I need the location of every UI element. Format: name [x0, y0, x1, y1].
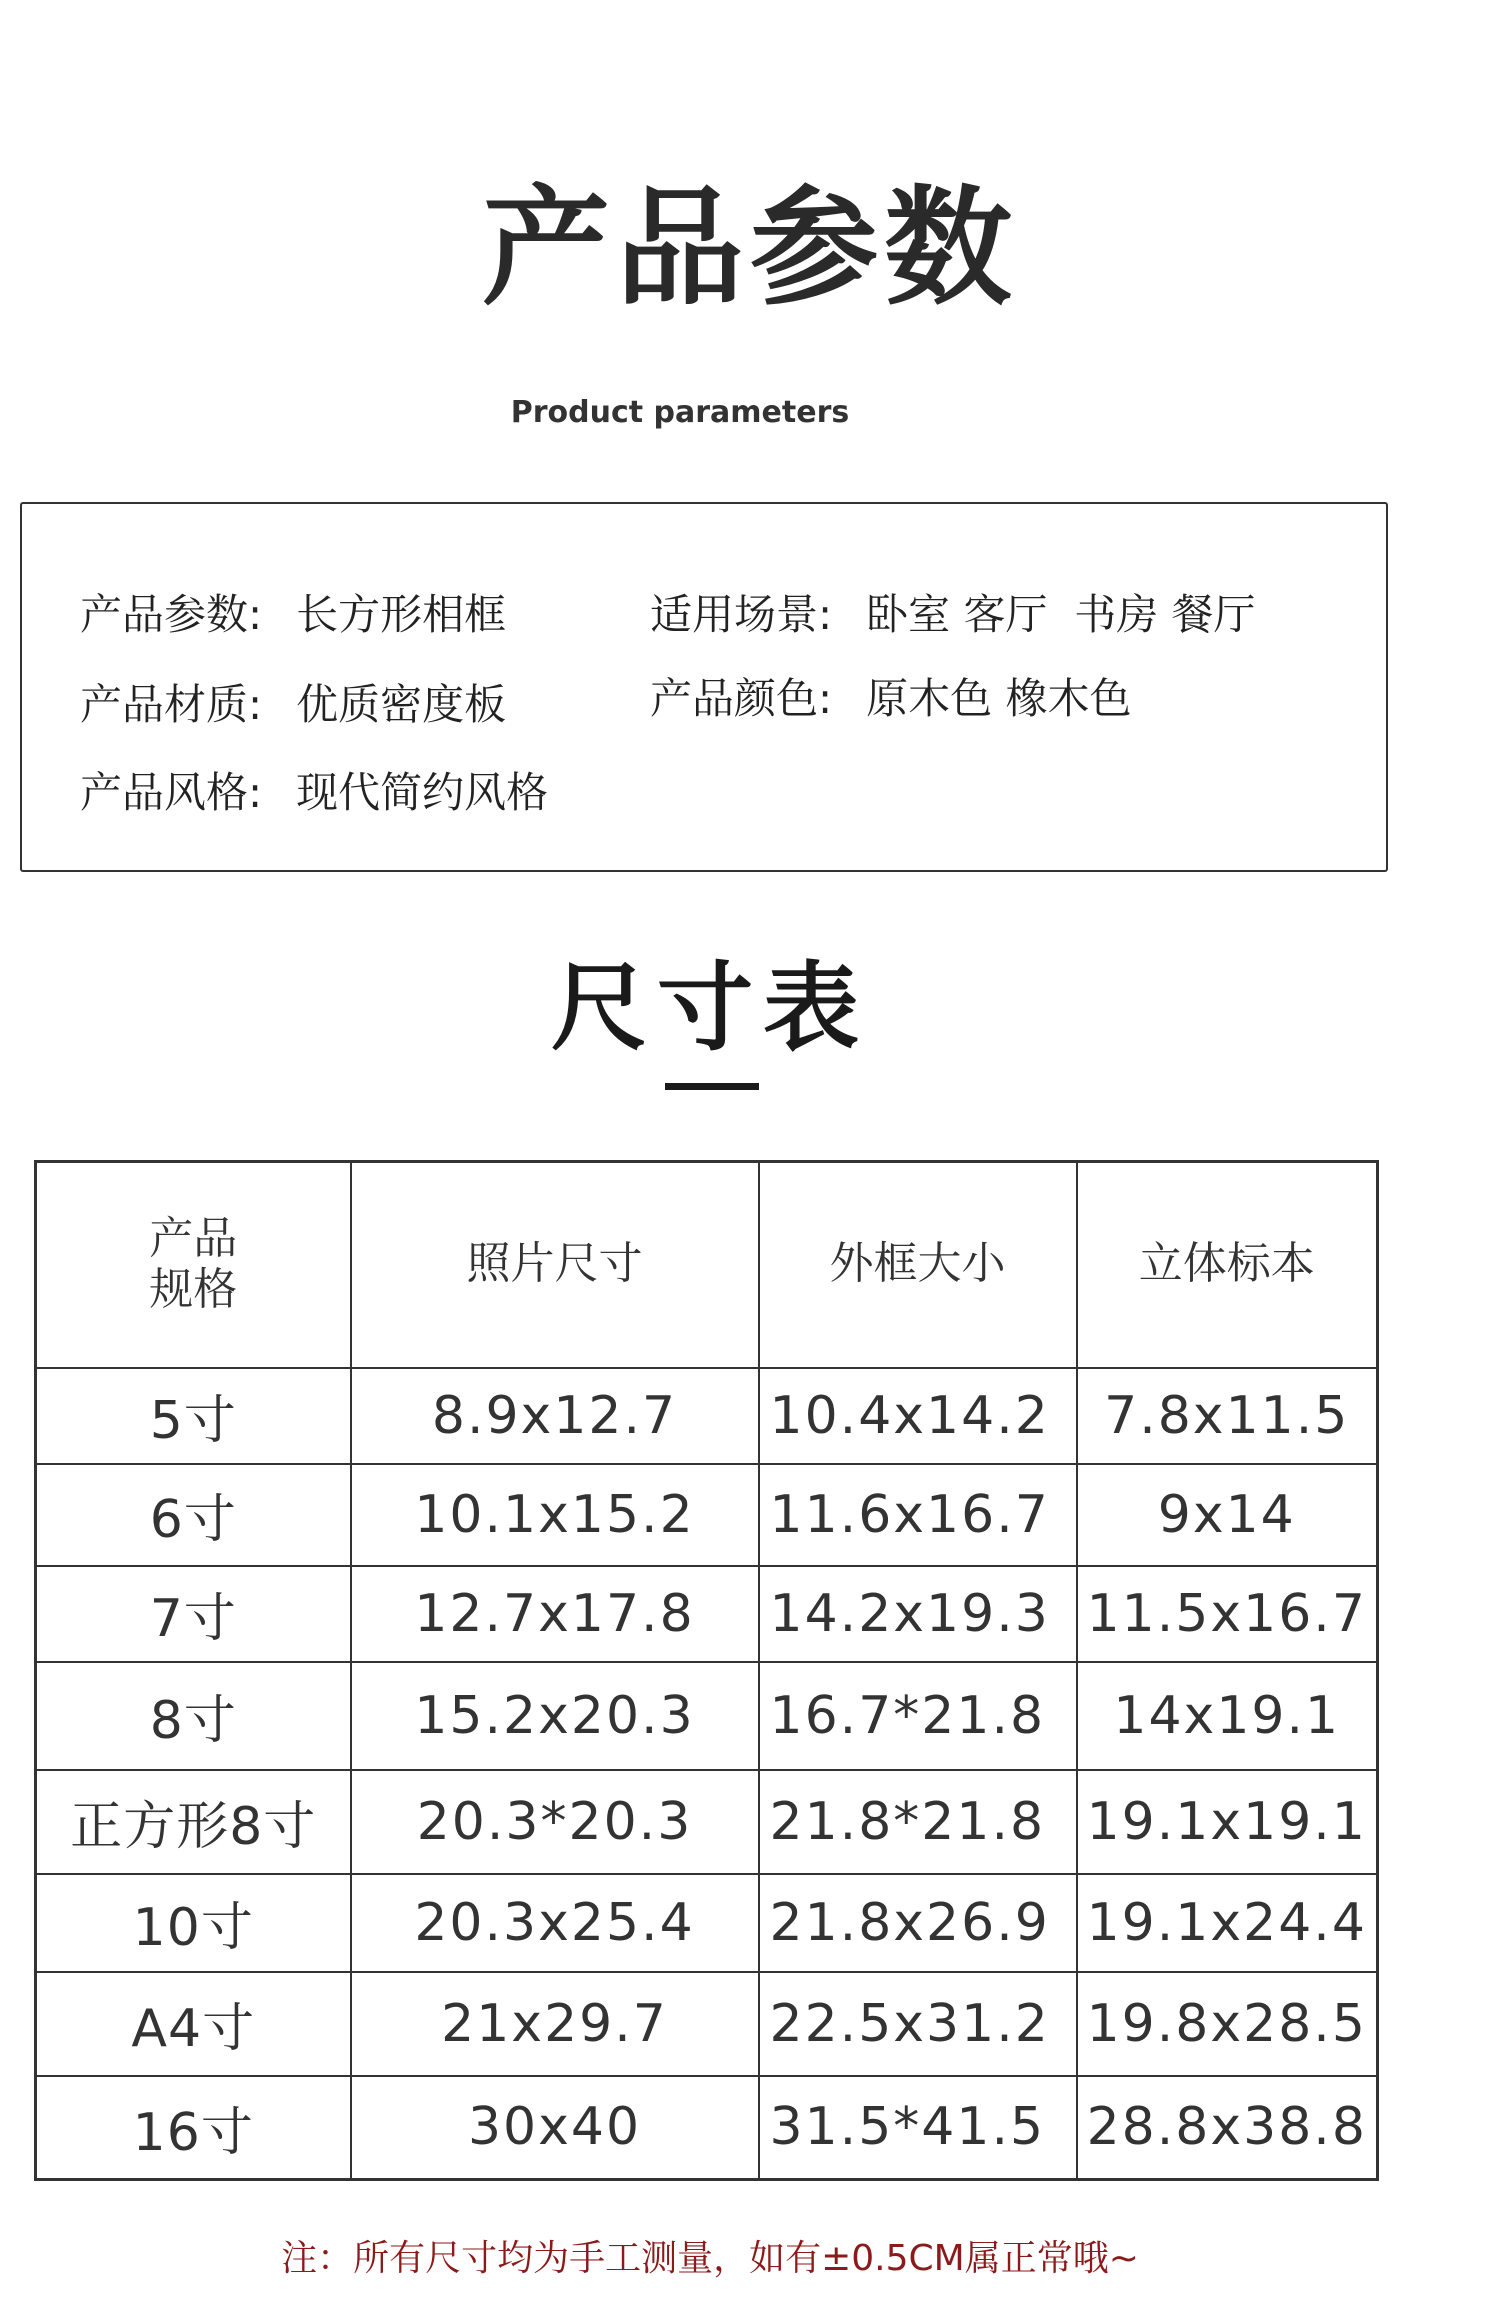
table-row — [36, 1770, 1378, 1874]
param-style — [80, 760, 548, 820]
param-style-label: 产品风格: — [80, 768, 263, 817]
frame-size-cell: 21.8x26.9 — [759, 1874, 1077, 1972]
table-row — [36, 1874, 1378, 1972]
photo-size-cell: 15.2x20.3 — [351, 1662, 759, 1770]
frame-size-cell: 11.6x16.7 — [759, 1464, 1077, 1566]
spec-cell: 10寸 — [36, 1874, 351, 1972]
table-row — [36, 1464, 1378, 1566]
photo-size-cell: 10.1x15.2 — [351, 1464, 759, 1566]
spec-cell: 16寸 — [36, 2076, 351, 2180]
spec-cell: 5寸 — [36, 1368, 351, 1464]
param-name-value: 长方形相框 — [296, 590, 507, 639]
photo-size-cell: 8.9x12.7 — [351, 1368, 759, 1464]
header-spec: 产品 规格 — [36, 1162, 351, 1368]
specimen-size-cell: 9x14 — [1077, 1464, 1378, 1566]
param-material — [80, 672, 506, 732]
table-row — [36, 1566, 1378, 1662]
frame-size-cell: 31.5*41.5 — [759, 2076, 1077, 2180]
param-name-label: 产品参数: — [80, 590, 263, 639]
photo-size-cell: 12.7x17.8 — [351, 1566, 759, 1662]
specimen-size-cell: 7.8x11.5 — [1077, 1368, 1378, 1464]
photo-size-cell: 30x40 — [351, 2076, 759, 2180]
param-style-value: 现代简约风格 — [296, 768, 549, 817]
spec-cell: A4寸 — [36, 1972, 351, 2076]
param-scene — [650, 582, 1256, 642]
photo-size-cell: 21x29.7 — [351, 1972, 759, 2076]
spec-cell: 6寸 — [36, 1464, 351, 1566]
header-frame-size: 外框大小 — [759, 1162, 1077, 1368]
table-row — [36, 1972, 1378, 2076]
param-material-label: 产品材质: — [80, 680, 263, 729]
size-title-underline — [665, 1083, 759, 1090]
product-params-box — [20, 502, 1388, 872]
header-photo-size: 照片尺寸 — [351, 1162, 759, 1368]
spec-cell: 7寸 — [36, 1566, 351, 1662]
frame-size-cell: 16.7*21.8 — [759, 1662, 1077, 1770]
specimen-size-cell: 28.8x38.8 — [1077, 2076, 1378, 2180]
frame-size-cell: 22.5x31.2 — [759, 1972, 1077, 2076]
page-title: 产品参数 — [481, 174, 1018, 323]
size-chart-title: 尺寸表 — [551, 952, 869, 1064]
table-row — [36, 2076, 1378, 2180]
photo-size-cell: 20.3*20.3 — [351, 1770, 759, 1874]
specimen-size-cell: 14x19.1 — [1077, 1662, 1378, 1770]
frame-size-cell: 14.2x19.3 — [759, 1566, 1077, 1662]
table-row — [36, 1368, 1378, 1464]
param-color-value: 原木色 橡木色 — [866, 674, 1132, 723]
size-table-header-row — [36, 1162, 1378, 1368]
table-row — [36, 1662, 1378, 1770]
param-name — [80, 582, 506, 642]
measurement-note: 注：所有尺寸均为手工测量，如有±0.5CM属正常哦~ — [281, 2238, 1139, 2279]
specimen-size-cell: 19.8x28.5 — [1077, 1972, 1378, 2076]
param-material-value: 优质密度板 — [296, 680, 507, 729]
frame-size-cell: 10.4x14.2 — [759, 1368, 1077, 1464]
spec-cell: 正方形8寸 — [36, 1770, 351, 1874]
spec-cell: 8寸 — [36, 1662, 351, 1770]
param-scene-value: 卧室 客厅 书房 餐厅 — [866, 590, 1256, 639]
size-table — [34, 1160, 1379, 2181]
photo-size-cell: 20.3x25.4 — [351, 1874, 759, 1972]
param-color-label: 产品颜色: — [650, 674, 833, 723]
frame-size-cell: 21.8*21.8 — [759, 1770, 1077, 1874]
param-color — [650, 666, 1132, 726]
specimen-size-cell: 19.1x24.4 — [1077, 1874, 1378, 1972]
page-subtitle: Product parameters — [510, 395, 850, 430]
param-scene-label: 适用场景: — [650, 590, 833, 639]
header-specimen-size: 立体标本 — [1077, 1162, 1378, 1368]
specimen-size-cell: 11.5x16.7 — [1077, 1566, 1378, 1662]
specimen-size-cell: 19.1x19.1 — [1077, 1770, 1378, 1874]
